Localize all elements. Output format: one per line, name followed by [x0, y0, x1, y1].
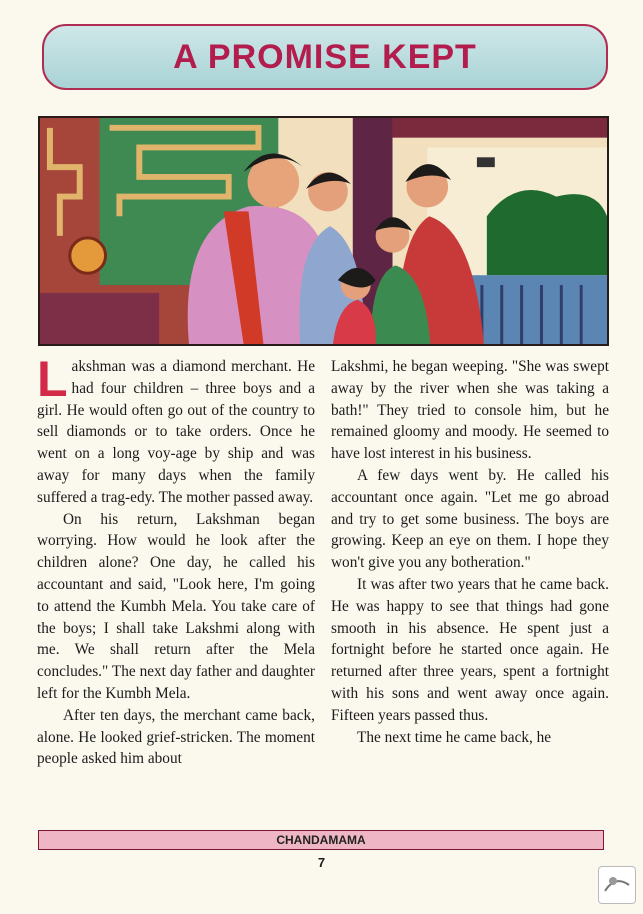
logo-icon [598, 866, 636, 904]
magazine-name: CHANDAMAMA [276, 833, 366, 847]
paragraph: After ten days, the merchant came back, alone. He looked grief-stricken. The moment people asked him about [37, 706, 315, 768]
paragraph: On his return, Lakshman began worrying. How would he look after the children alone? One day, he called his accountant and said, "Look here, I'm going to attend the Kumbh Mela. You take care of the boys; I shall take Lakshmi along with me. We shall return after the Mela concludes." The next day father and daughter left for the Kumbh Mela. [37, 510, 315, 702]
paragraph: The next time he came back, he [357, 728, 552, 746]
paragraph: Lakshmi, he began weeping. "She was swept away by the river when she was taking a bath!" They tried to console him, but he remained gloomy and moody. He seemed to have lost interest in his business. [331, 358, 609, 463]
story-illustration [38, 116, 609, 346]
story-title: A PROMISE KEPT [173, 37, 477, 76]
story-body [37, 351, 609, 820]
paragraph: A few days went by. He called his accountant once again. "Let me go abroad and try to get some business. The boys are growing. Keep an eye on them. I hope they won't give you any botheration." [331, 466, 609, 572]
right-column [331, 356, 609, 748]
page-number: 7 [317, 855, 326, 870]
paragraph [37, 351, 315, 509]
illustration-art [40, 118, 607, 344]
drop-cap: L [37, 351, 68, 407]
paragraph-text: akshman was a diamond merchant. He had four children – three boys and a girl. He would often go out of the country to sell diamonds or to take orders. Once he went on a long voy-age by ship and was away for many days when the family suffered a trag-edy. The mother passed away. [37, 358, 315, 506]
left-column [37, 351, 315, 770]
paragraph: It was after two years that he came back. He was happy to see that things had gone smooth in his absence. He spent just a fortnight before he started once again. He returned after three years, spent a fortnight with his sons and went away once again. Fifteen years passed thus. [331, 575, 609, 724]
magazine-footer [38, 830, 604, 850]
title-banner [42, 24, 608, 90]
